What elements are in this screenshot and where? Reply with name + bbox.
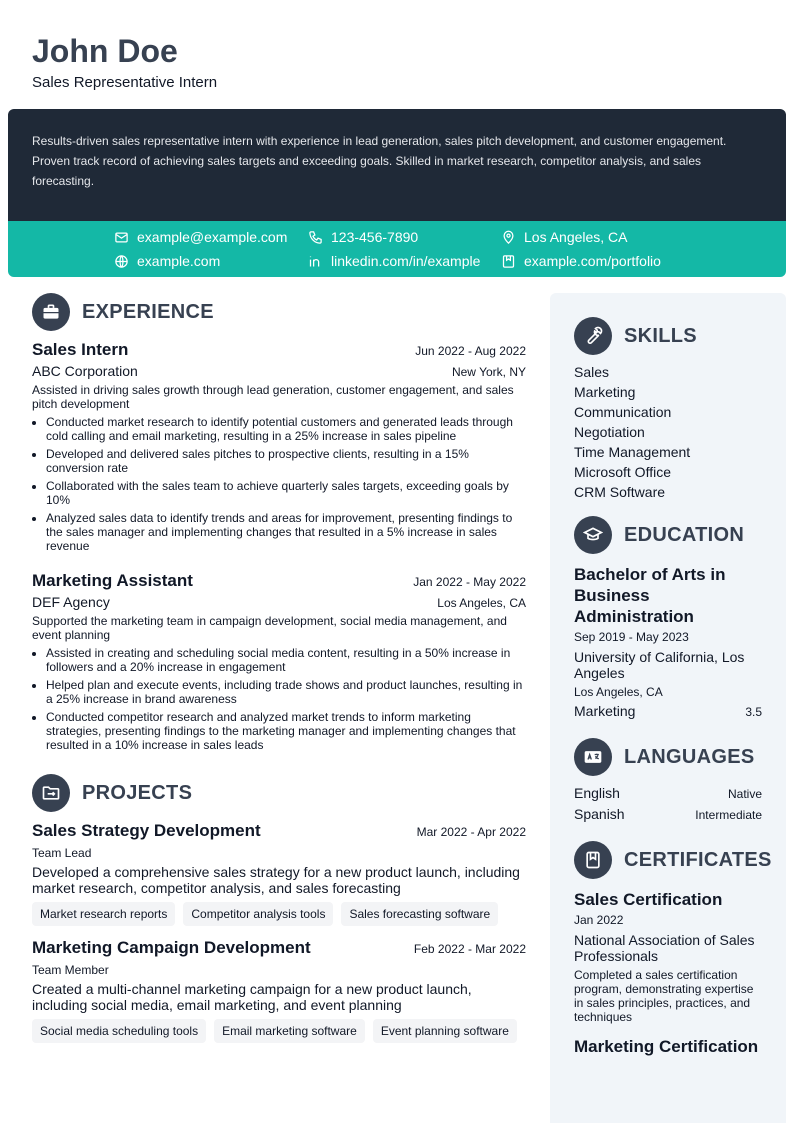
project-title: Marketing Campaign Development	[32, 938, 311, 957]
job-title: Sales Intern	[32, 340, 129, 359]
skill-item: Time Management	[574, 444, 691, 460]
project-dates: Mar 2022 - Apr 2022	[416, 825, 526, 839]
certificate-description: Completed a sales certification program, demonstrating expertise in sales principles, practices, and techniques	[574, 968, 754, 1024]
job-bullet: • Helped plan and execute events, including trade shows and product launches, resulting in a 25% increase in brand awareness	[46, 678, 526, 706]
experience-title: EXPERIENCE	[82, 300, 214, 323]
certificate-title: Sales Certification	[574, 890, 723, 909]
job-dates: Jun 2022 - Aug 2022	[415, 344, 526, 358]
education-dates: Sep 2019 - May 2023	[574, 630, 689, 644]
languages-title: LANGUAGES	[624, 745, 755, 768]
project-tag: Social media scheduling tools	[32, 1019, 206, 1043]
language-name: English	[574, 785, 620, 801]
job-dates: Jan 2022 - May 2022	[413, 575, 526, 589]
folder-icon	[32, 774, 70, 812]
language-level: Native	[727, 787, 762, 801]
skill-item: Microsoft Office	[574, 464, 671, 480]
education-location: Los Angeles, CA	[574, 685, 663, 699]
project-tags	[32, 1019, 526, 1043]
skills-heading	[574, 317, 697, 355]
education-title: EDUCATION	[624, 523, 745, 546]
contact-portfolio-text: example.com/portfolio	[524, 253, 661, 269]
job-title: Marketing Assistant	[32, 571, 193, 590]
contact-linkedin-text: linkedin.com/in/example	[331, 253, 481, 269]
contact-website[interactable]	[114, 251, 220, 271]
skill-item: CRM Software	[574, 484, 666, 500]
translate-icon	[574, 738, 612, 776]
project-tag: Sales forecasting software	[341, 902, 498, 926]
contact-phone-text: 123-456-7890	[331, 229, 419, 245]
school: University of California, Los Angeles	[574, 649, 745, 681]
contact-portfolio[interactable]	[501, 251, 661, 271]
contact-location-text: Los Angeles, CA	[524, 229, 628, 245]
certificate-date: Jan 2022	[574, 913, 624, 927]
job-bullet: • Developed and delivered sales pitches to prospective clients, resulting in a 15% conversion rate	[46, 447, 526, 475]
projects-title: PROJECTS	[82, 781, 193, 804]
project-tags	[32, 902, 526, 926]
contact-location	[501, 227, 628, 247]
project-description: Developed a comprehensive sales strategy for a new product launch, including market research, competitor analysis, and sales forecasting	[32, 864, 520, 896]
skills-list	[574, 362, 762, 502]
job-bullet: • Analyzed sales data to identify trends and areas for improvement, presenting findings to the sales manager and implementing changes that resulted in a 5% increase in sales revenue	[46, 511, 526, 553]
contact-phone[interactable]	[308, 227, 418, 247]
map-pin-icon	[501, 230, 516, 245]
project-description: Created a multi-channel marketing campaign for a new product launch, including social media, email marketing, and event planning	[32, 981, 472, 1013]
job-company: DEF Agency	[32, 594, 110, 610]
job-description: Assisted in driving sales growth through lead generation, customer engagement, and sales pitch development	[32, 383, 514, 411]
experience-heading	[32, 293, 214, 331]
certificate-item	[574, 889, 762, 1024]
contact-bar	[8, 221, 786, 277]
bookmark-book-icon	[574, 841, 612, 879]
linkedin-icon	[308, 254, 323, 269]
language-level: Intermediate	[695, 808, 762, 822]
skill-item: Negotiation	[574, 424, 645, 440]
graduation-cap-icon	[574, 516, 612, 554]
resume-header	[32, 30, 772, 91]
certificates-heading	[574, 841, 772, 879]
projects-heading	[32, 774, 192, 812]
language-name: Spanish	[574, 806, 625, 822]
candidate-name: John Doe	[32, 33, 178, 69]
job-description: Supported the marketing team in campaign development, social media management, and event planning	[32, 614, 507, 642]
experience-item	[32, 571, 526, 756]
job-location: New York, NY	[451, 365, 526, 379]
wrench-icon	[574, 317, 612, 355]
certificate-item	[574, 1036, 762, 1057]
certificates-title: CERTIFICATES	[624, 848, 772, 871]
phone-icon	[308, 230, 323, 245]
project-tag: Competitor analysis tools	[183, 902, 333, 926]
degree: Bachelor of Arts in Business Administration	[574, 565, 726, 626]
portfolio-icon	[501, 254, 516, 269]
job-bullet: • Collaborated with the sales team to achieve quarterly sales targets, exceeding goals by 10%	[46, 479, 526, 507]
skills-title: SKILLS	[624, 324, 697, 347]
job-bullet: • Conducted market research to identify potential customers and generated leads through cold calling and email marketing, resulting in a 25% increase in sales pipeline	[46, 415, 526, 443]
education-heading	[574, 516, 744, 554]
candidate-role: Sales Representative Intern	[32, 74, 218, 91]
job-location: Los Angeles, CA	[437, 596, 526, 610]
project-dates: Feb 2022 - Mar 2022	[413, 942, 526, 956]
project-tag: Event planning software	[373, 1019, 517, 1043]
skill-item: Sales	[574, 364, 610, 380]
job-bullet: • Conducted competitor research and analyzed market trends to inform marketing strategies, presenting findings to the marketing manager and implementing changes that resulted in a 10% increase in sales leads	[46, 710, 526, 752]
job-bullets	[32, 646, 526, 752]
job-bullet: • Assisted in creating and scheduling social media content, resulting in a 50% increase in followers and a 20% increase in engagement	[46, 646, 526, 674]
contact-linkedin[interactable]	[308, 251, 480, 271]
contact-email-text: example@example.com	[137, 229, 288, 245]
summary-text: Results-driven sales representative intern with experience in lead generation, sales pitch development, and customer engagement. Proven track record of achieving sales targets and exceeding goals. Skilled in market research, competitor analysis, and sales forecasting.	[32, 134, 727, 188]
project-role: Team Lead	[32, 846, 92, 860]
contact-website-text: example.com	[137, 253, 221, 269]
project-item	[32, 938, 526, 1043]
language-item	[574, 804, 762, 825]
contact-email[interactable]	[114, 227, 287, 247]
experience-item	[32, 340, 526, 557]
languages-heading	[574, 738, 754, 776]
job-company: ABC Corporation	[32, 363, 138, 379]
briefcase-icon	[32, 293, 70, 331]
certificate-issuer: National Association of Sales Professionals	[574, 932, 755, 964]
education-item	[574, 564, 762, 719]
project-tag: Email marketing software	[214, 1019, 365, 1043]
summary-panel	[8, 109, 786, 221]
skill-item: Communication	[574, 404, 672, 420]
certificate-title: Marketing Certification	[574, 1037, 759, 1056]
email-icon	[114, 230, 129, 245]
project-tag: Market research reports	[32, 902, 175, 926]
project-role: Team Member	[32, 963, 109, 977]
globe-icon	[114, 254, 129, 269]
project-item	[32, 821, 526, 926]
education-field: Marketing	[574, 703, 636, 719]
education-gpa: 3.5	[745, 705, 762, 719]
project-title: Sales Strategy Development	[32, 821, 261, 840]
skill-item: Marketing	[574, 384, 636, 400]
job-bullets	[32, 415, 526, 553]
language-item	[574, 783, 762, 804]
languages-list	[574, 783, 762, 825]
